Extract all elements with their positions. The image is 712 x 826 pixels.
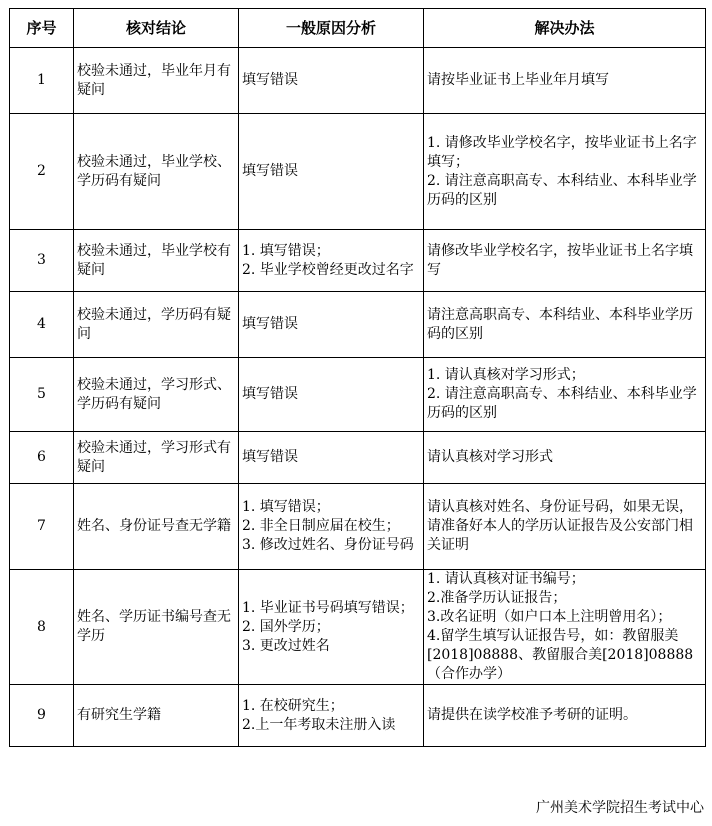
row-number: 6 [10,432,74,484]
row-conclusion: 校验未通过，毕业学校有疑问 [74,230,239,292]
solution-line: 1. 请认真核对证书编号； [427,571,585,587]
row-conclusion: 有研究生学籍 [74,685,239,747]
reason-line: 3. 修改过姓名、身份证号码 [242,537,414,553]
row-number: 4 [10,292,74,358]
row-solution [424,48,706,114]
solution-line: 请认真核对姓名、身份证号码，如果无误，请准备好本人的学历认证报告及公安部门相关证明 [427,499,693,553]
row-reason [239,358,424,432]
solution-line: 请按毕业证书上毕业年月填写 [427,72,609,88]
table-row [10,230,706,292]
reason-line: 填写错误 [242,163,298,179]
table-row [10,685,706,747]
solution-line: 请修改毕业学校名字，按毕业证书上名字填写 [427,242,693,278]
reason-line: 1. 填写错误； [242,499,330,515]
reason-line: 1. 填写错误； [242,242,330,259]
row-reason [239,230,424,292]
table-row [10,358,706,432]
row-number: 8 [10,570,74,685]
row-number: 3 [10,230,74,292]
reason-line: 2. 非全日制应届在校生； [242,518,400,534]
row-number: 5 [10,358,74,432]
row-reason [239,484,424,570]
table-row [10,292,706,358]
row-conclusion: 姓名、身份证号查无学籍 [74,484,239,570]
row-solution [424,484,706,570]
row-reason [239,292,424,358]
reason-line: 2. 毕业学校曾经更改过名字 [242,261,414,278]
row-conclusion: 校验未通过，学历码有疑问 [74,292,239,358]
table-row [10,114,706,230]
solution-line: 1. 请认真核对学习形式； [427,367,585,383]
row-conclusion: 姓名、学历证书编号查无学历 [74,570,239,685]
header-solution: 解决办法 [424,9,706,48]
reason-line: 2. 国外学历； [242,618,330,635]
table-row [10,48,706,114]
solution-line: 3.改名证明（如户口本上注明曾用名）； [427,609,672,625]
row-reason [239,48,424,114]
reason-line: 填写错误 [242,386,298,402]
row-solution [424,292,706,358]
table-body [10,48,706,747]
reason-line: 2.上一年考取未注册入读 [242,716,396,733]
solution-line: 请提供在读学校准予考研的证明。 [427,707,637,723]
row-solution [424,114,706,230]
row-reason [239,114,424,230]
solution-line: 1. 请修改毕业学校名字，按毕业证书上名字填写； [427,134,697,170]
row-number: 1 [10,48,74,114]
solution-line: 4.留学生填写认证报告号，如：教留服美[2018]08888、教留服合美[2018]08888（合作办学） [427,628,694,682]
row-conclusion: 校验未通过，毕业年月有疑问 [74,48,239,114]
row-solution [424,230,706,292]
reason-line: 3. 更改过姓名 [242,637,330,654]
solution-line: 请认真核对学习形式 [427,449,553,465]
reason-line: 填写错误 [242,72,298,88]
solution-line: 2. 请注意高职高专、本科结业、本科毕业学历码的区别 [427,386,697,421]
header-reason: 一般原因分析 [239,9,424,48]
table-row [10,432,706,484]
row-conclusion: 校验未通过，毕业学校、学历码有疑问 [74,114,239,230]
row-number: 7 [10,484,74,570]
solution-line: 2.准备学历认证报告； [427,590,567,606]
row-solution [424,358,706,432]
row-reason [239,685,424,747]
row-solution [424,432,706,484]
row-number: 2 [10,114,74,230]
row-reason [239,570,424,685]
reason-line: 1. 毕业证书号码填写错误； [242,599,414,616]
row-solution [424,570,706,685]
solution-line: 2. 请注意高职高专、本科结业、本科毕业学历码的区别 [427,172,697,208]
reason-line: 填写错误 [242,316,298,332]
table-row [10,484,706,570]
footer-organization: 广州美术学院招生考试中心 [536,800,704,816]
table-row [10,570,706,685]
reason-line: 1. 在校研究生； [242,697,344,714]
header-row [10,9,706,48]
row-solution [424,685,706,747]
header-conclusion: 核对结论 [74,9,239,48]
reason-line: 填写错误 [242,449,298,465]
header-seq: 序号 [10,9,74,48]
solution-line: 请注意高职高专、本科结业、本科毕业学历码的区别 [427,306,693,342]
row-conclusion: 校验未通过，学习形式、学历码有疑问 [74,358,239,432]
row-number: 9 [10,685,74,747]
row-conclusion: 校验未通过，学习形式有疑问 [74,432,239,484]
verification-table [9,8,706,747]
row-reason [239,432,424,484]
